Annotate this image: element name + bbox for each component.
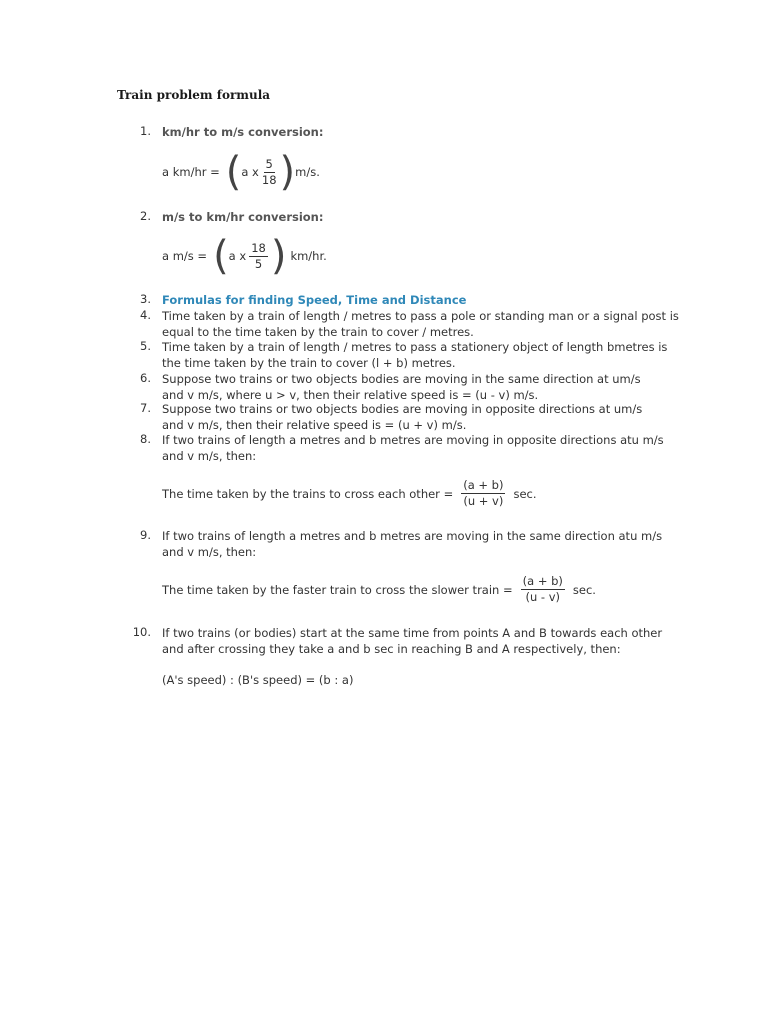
fraction [461, 478, 505, 509]
item-line: If two trains (or bodies) start at the same time from points A and B towards each other [162, 626, 663, 640]
item-text [162, 432, 664, 464]
item-text [162, 308, 679, 340]
item-number: 5. [140, 339, 151, 353]
right-paren: ) [279, 149, 296, 195]
left-paren: ( [213, 233, 229, 279]
item-line: Suppose two trains or two objects bodies are moving in the same direction at um/s [162, 372, 641, 386]
left-paren: ( [225, 149, 242, 195]
item-number: 6. [140, 371, 151, 385]
formula-lhs: a km/hr = [162, 165, 220, 179]
numerator: (a + b) [522, 574, 563, 588]
item-number: 3. [140, 292, 151, 306]
item-line: and v m/s, then: [162, 449, 257, 463]
denominator: 5 [254, 256, 263, 271]
formula-lhs: a m/s = [162, 249, 208, 263]
item-number: 9. [140, 528, 151, 542]
formula-rhs: km/hr. [290, 249, 327, 263]
item-line: Suppose two trains or two objects bodies are moving in opposite directions at um/s [162, 402, 643, 416]
item-number: 4. [140, 308, 151, 322]
fraction [249, 241, 268, 272]
item-line: the time taken by the train to cover (l + b) metres. [162, 356, 456, 370]
numerator: 5 [265, 156, 273, 171]
formula-inner: a x [241, 165, 259, 179]
item-text [162, 528, 662, 560]
item-line: Time taken by a train of length / metres to pass a pole or standing man or a signal post is [162, 309, 679, 323]
item-text [162, 339, 667, 371]
right-paren: ) [270, 233, 287, 279]
item-number: 8. [140, 432, 151, 446]
fraction [262, 157, 277, 188]
formula-lhs: The time taken by the faster train to cross the slower train = [162, 582, 513, 597]
denominator: (u + v) [463, 494, 504, 508]
item-number: 1. [140, 124, 151, 138]
formula-inner: a x [228, 249, 247, 263]
page-title: Train problem formula [117, 88, 271, 102]
denominator: 18 [261, 172, 277, 187]
item-heading: km/hr to m/s conversion: [162, 125, 324, 139]
formula-opposite-direction [162, 478, 537, 509]
formula-speed-ratio: (A's speed) : (B's speed) = (b : a) [162, 673, 354, 687]
item-line: If two trains of length a metres and b metres are moving in the same direction atu m/s [162, 529, 663, 543]
item-number: 2. [140, 209, 151, 223]
fraction [521, 574, 565, 605]
denominator: (u - v) [525, 590, 561, 604]
formula-kmhr-to-ms [162, 149, 320, 195]
formula-same-direction [162, 574, 596, 605]
numerator: (a + b) [463, 478, 504, 492]
item-number: 7. [140, 401, 151, 415]
item-heading: m/s to km/hr conversion: [162, 210, 324, 224]
item-text [162, 371, 641, 403]
formula-lhs: The time taken by the trains to cross each other = [162, 486, 454, 501]
section-heading: Formulas for finding Speed, Time and Distance [162, 293, 467, 307]
item-line: If two trains of length a metres and b metres are moving in opposite directions atu m/s [162, 433, 664, 447]
item-line: and v m/s, then: [162, 545, 257, 559]
formula-rhs: sec. [513, 486, 537, 501]
item-text [162, 625, 662, 657]
item-line: and v m/s, then their relative speed is = (u + v) m/s. [162, 418, 467, 432]
formula-ms-to-kmhr [162, 233, 327, 279]
item-line: and after crossing they take a and b sec in reaching B and A respectively, then: [162, 642, 621, 656]
item-line: equal to the time taken by the train to cover / metres. [162, 325, 474, 339]
formula-rhs: m/s. [295, 165, 320, 179]
item-number: 10. [132, 625, 151, 639]
item-line: and v m/s, where u > v, then their relative speed is = (u - v) m/s. [162, 388, 539, 402]
item-line: Time taken by a train of length / metres to pass a stationery object of length bmetres is [162, 340, 668, 354]
formula-rhs: sec. [572, 582, 596, 597]
numerator: 18 [251, 240, 266, 255]
item-text [162, 401, 642, 433]
